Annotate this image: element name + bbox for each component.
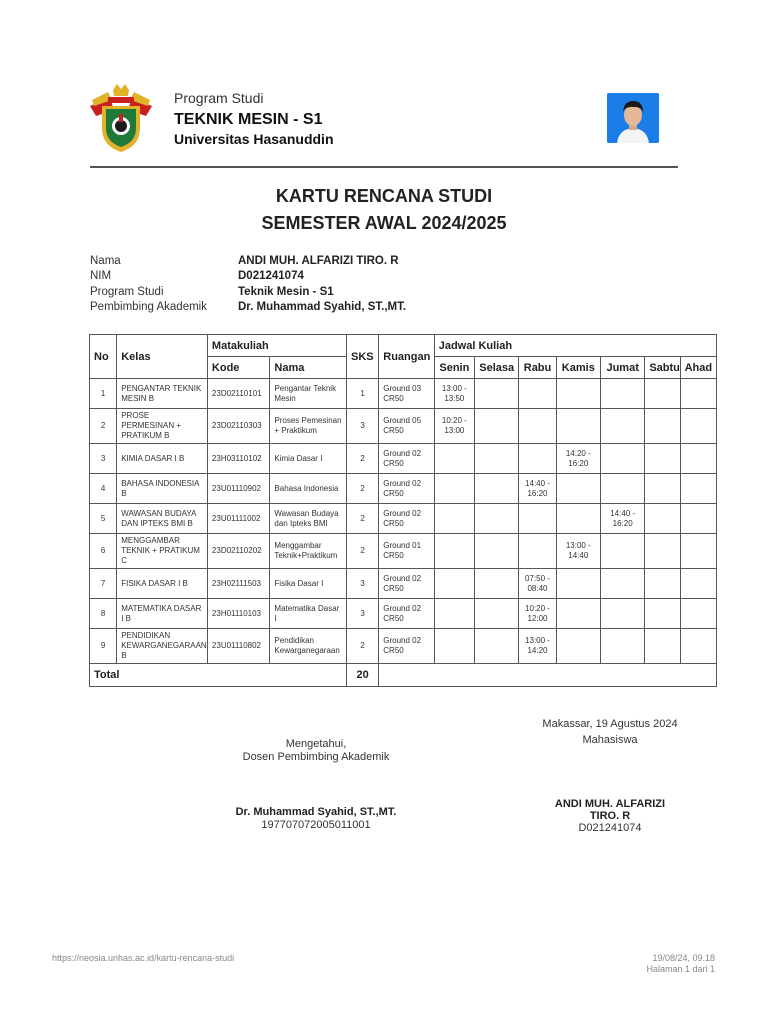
cell-ruangan: Ground 02 CR50 [379,629,434,664]
footer-meta [646,953,715,975]
cell-schedule [680,444,716,474]
info-value: Teknik Mesin - S1 [238,285,334,298]
cell-schedule: 10:20 - 13:00 [434,409,474,444]
table-row [90,474,717,504]
cell-schedule [556,409,600,444]
table-row [90,444,717,474]
student-photo [607,93,659,143]
table-row [90,379,717,409]
col-header-senin: Senin [434,357,474,379]
col-header-sks: SKS [347,335,379,379]
semester-title: SEMESTER AWAL 2024/2025 [261,213,507,233]
cell-schedule [680,569,716,599]
cell-schedule [434,599,474,629]
cell-schedule [645,629,680,664]
cell-schedule: 10:20 - 12:00 [519,599,556,629]
cell-kode: 23D02110101 [207,379,269,409]
cell-schedule [645,444,680,474]
info-label: Pembimbing Akademik [90,300,207,313]
cell-schedule [600,379,644,409]
cell-schedule [600,444,644,474]
col-header-sabtu: Sabtu [645,357,680,379]
program-label: Program Studi [174,90,264,106]
advisor-nip: 197707072005011001 [261,819,371,831]
cell-sks: 1 [347,379,379,409]
cell-sks: 2 [347,629,379,664]
advisor-role: Dosen Pembimbing Akademik [242,751,390,763]
cell-schedule [519,409,556,444]
cell-schedule [645,409,680,444]
col-header-ruangan: Ruangan [379,335,434,379]
cell-schedule: 13:00 - 14:20 [519,629,556,664]
cell-no: 4 [90,474,117,504]
cell-schedule [600,474,644,504]
cell-schedule [475,444,519,474]
cell-schedule [645,379,680,409]
footer-datetime: 19/08/24, 09.18 [652,953,715,963]
cell-schedule [556,629,600,664]
cell-sks: 2 [347,474,379,504]
cell-schedule [434,569,474,599]
total-label: Total [90,664,347,687]
cell-schedule: 07:50 - 08:40 [519,569,556,599]
cell-ruangan: Ground 05 CR50 [379,409,434,444]
cell-no: 9 [90,629,117,664]
cell-nama: Bahasa Indonesia [270,474,347,504]
cell-schedule [556,504,600,534]
table-row [90,629,717,664]
cell-schedule [645,534,680,569]
cell-schedule [680,599,716,629]
total-empty [379,664,717,687]
cell-schedule [680,534,716,569]
cell-sks: 2 [347,504,379,534]
col-header-no: No [90,335,117,379]
cell-schedule [556,474,600,504]
table-row [90,504,717,534]
col-header-kamis: Kamis [556,357,600,379]
cell-schedule: 14:20 - 16:20 [556,444,600,474]
cell-schedule [645,504,680,534]
col-header-kelas: Kelas [117,335,208,379]
cell-nama: Proses Pemesinan + Praktikum [270,409,347,444]
advisor-acknowledge: Mengetahui, [285,738,347,750]
info-row-nama [90,254,406,269]
cell-ruangan: Ground 02 CR50 [379,504,434,534]
student-name: ANDI MUH. ALFARIZI TIRO. R [554,798,666,822]
cell-schedule [434,504,474,534]
cell-ruangan: Ground 01 CR50 [379,534,434,569]
cell-kelas: FISIKA DASAR I B [117,569,208,599]
cell-ruangan: Ground 02 CR50 [379,569,434,599]
col-header-rabu: Rabu [519,357,556,379]
info-value: ANDI MUH. ALFARIZI TIRO. R [238,255,399,267]
col-header-ahad: Ahad [680,357,716,379]
header-divider [90,166,678,168]
cell-schedule [475,629,519,664]
col-header-selasa: Selasa [475,357,519,379]
cell-schedule [600,599,644,629]
university-logo-icon [88,84,154,154]
info-label: NIM [90,270,112,283]
program-name: TEKNIK MESIN - S1 [174,111,323,128]
cell-nama: Matematika Dasar I [270,599,347,629]
cell-nama: Fisika Dasar I [270,569,347,599]
footer-page: Halaman 1 dari 1 [646,964,715,974]
info-value: Dr. Muhammad Syahid, ST.,MT. [238,300,407,313]
cell-schedule: 14:40 - 16:20 [600,504,644,534]
cell-kelas: PENDIDIKAN KEWARGANEGARAAN B [117,629,208,664]
cell-kode: 23H01110103 [207,599,269,629]
info-row-nim [90,269,406,284]
cell-kelas: WAWASAN BUDAYA DAN IPTEKS BMI B [117,504,208,534]
col-header-nama: Nama [270,357,347,379]
cell-schedule [556,569,600,599]
cell-nama: Wawasan Budaya dan Ipteks BMI [270,504,347,534]
cell-schedule [600,409,644,444]
cell-schedule [519,504,556,534]
table-row [90,534,717,569]
cell-schedule [434,444,474,474]
info-label: Program Studi [90,285,164,298]
cell-no: 5 [90,504,117,534]
col-header-matakuliah: Matakuliah [207,335,346,357]
place-date: Makassar, 19 Agustus 2024 [542,718,678,730]
cell-kode: 23H02111503 [207,569,269,599]
cell-schedule [434,534,474,569]
table-row [90,599,717,629]
cell-schedule [475,474,519,504]
cell-schedule: 13:00 - 14:40 [556,534,600,569]
cell-kelas: MENGGAMBAR TEKNIK + PRATIKUM C [117,534,208,569]
cell-no: 2 [90,409,117,444]
cell-ruangan: Ground 02 CR50 [379,444,434,474]
col-header-jumat: Jumat [600,357,644,379]
cell-no: 3 [90,444,117,474]
cell-kode: 23U01111002 [207,504,269,534]
university-name: Universitas Hasanuddin [174,131,334,147]
cell-schedule [600,569,644,599]
cell-nama: Kimia Dasar I [270,444,347,474]
course-table [89,334,717,687]
cell-schedule [475,409,519,444]
cell-no: 1 [90,379,117,409]
cell-kelas: PROSE PERMESINAN + PRATIKUM B [117,409,208,444]
cell-schedule [645,474,680,504]
cell-schedule [680,409,716,444]
cell-sks: 2 [347,444,379,474]
cell-schedule [475,569,519,599]
cell-schedule: 14:40 - 16:20 [519,474,556,504]
cell-kelas: MATEMATIKA DASAR I B [117,599,208,629]
footer-url: https://neosia.unhas.ac.id/kartu-rencana-studi [52,953,235,963]
cell-schedule [434,474,474,504]
cell-kelas: PENGANTAR TEKNIK MESIN B [117,379,208,409]
cell-schedule [475,534,519,569]
cell-schedule [556,379,600,409]
cell-kode: 23D02110303 [207,409,269,444]
cell-sks: 3 [347,599,379,629]
cell-kode: 23U01110802 [207,629,269,664]
cell-schedule [645,569,680,599]
col-header-kode: Kode [207,357,269,379]
cell-kelas: KIMIA DASAR I B [117,444,208,474]
cell-sks: 3 [347,569,379,599]
cell-schedule [600,629,644,664]
cell-nama: Pengantar Teknik Mesin [270,379,347,409]
cell-schedule [556,599,600,629]
cell-ruangan: Ground 02 CR50 [379,599,434,629]
cell-nama: Pendidikan Kewarganegaraan [270,629,347,664]
cell-sks: 3 [347,409,379,444]
student-info [90,254,406,315]
cell-no: 6 [90,534,117,569]
total-sks: 20 [347,664,379,687]
info-row-advisor [90,300,406,315]
table-row [90,569,717,599]
cell-schedule [475,504,519,534]
cell-schedule [680,629,716,664]
info-row-program [90,285,406,300]
info-label: Nama [90,255,121,267]
cell-schedule [680,474,716,504]
advisor-name: Dr. Muhammad Syahid, ST.,MT. [235,806,397,818]
cell-schedule [645,599,680,629]
table-row [90,409,717,444]
student-role: Mahasiswa [582,734,638,746]
total-row [90,664,717,687]
cell-no: 7 [90,569,117,599]
cell-schedule [475,599,519,629]
cell-sks: 2 [347,534,379,569]
cell-schedule [680,379,716,409]
cell-ruangan: Ground 03 CR50 [379,379,434,409]
cell-schedule [519,444,556,474]
cell-schedule [680,504,716,534]
cell-kelas: BAHASA INDONESIA B [117,474,208,504]
cell-schedule [475,379,519,409]
document-title: KARTU RENCANA STUDI [275,186,493,206]
cell-no: 8 [90,599,117,629]
cell-schedule: 13:00 - 13:50 [434,379,474,409]
cell-ruangan: Ground 02 CR50 [379,474,434,504]
cell-schedule [600,534,644,569]
cell-kode: 23H03110102 [207,444,269,474]
cell-nama: Menggambar Teknik+Praktikum [270,534,347,569]
cell-kode: 23U01110902 [207,474,269,504]
student-nim: D021241074 [578,822,642,834]
cell-kode: 23D02110202 [207,534,269,569]
info-value: D021241074 [238,270,304,283]
col-header-jadwal: Jadwal Kuliah [434,335,716,357]
cell-schedule [519,534,556,569]
cell-schedule [519,379,556,409]
cell-schedule [434,629,474,664]
